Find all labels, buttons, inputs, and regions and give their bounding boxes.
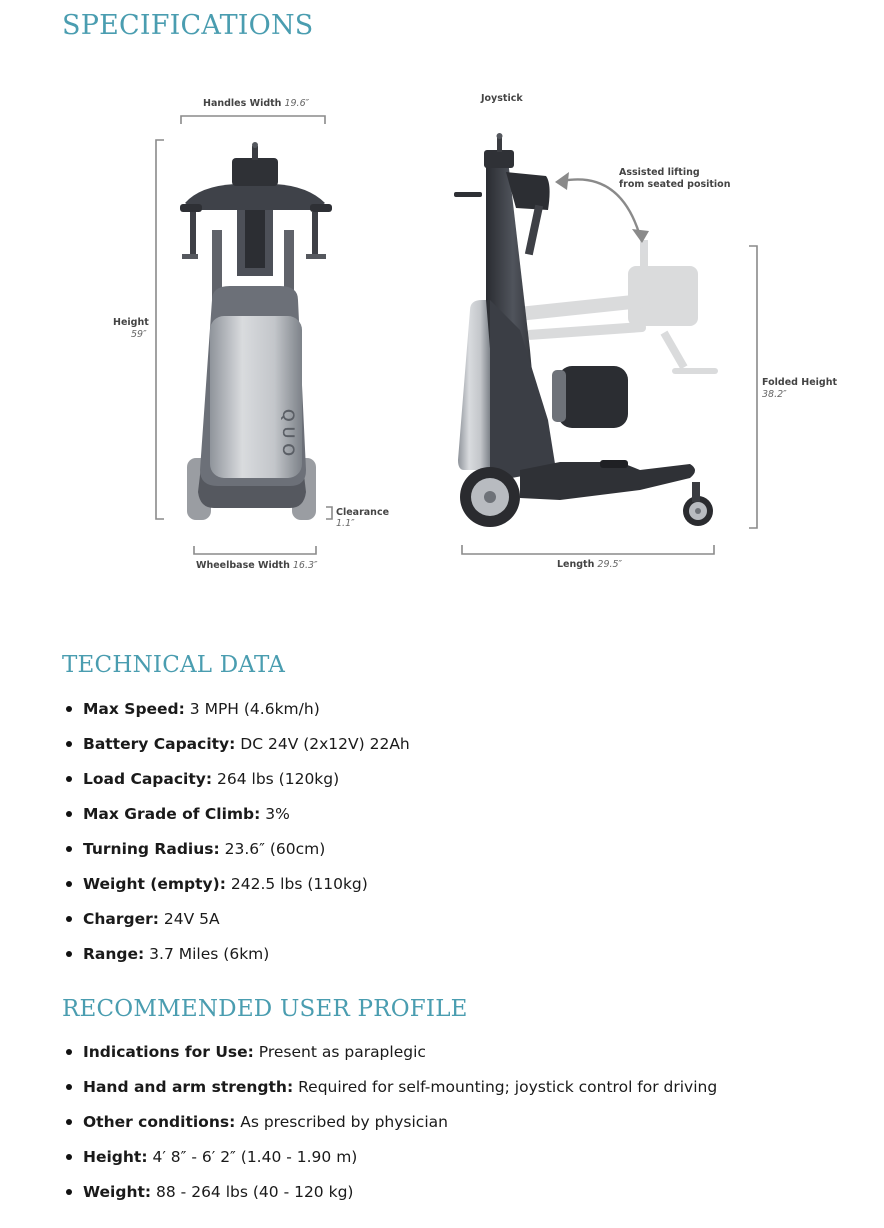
length-bracket	[462, 545, 714, 554]
height-value: 59″	[131, 329, 147, 340]
joystick-label: Joystick	[481, 93, 523, 104]
side-knee-pad	[558, 366, 628, 428]
front-brand-mark: QUO	[279, 409, 298, 461]
list-item: Load Capacity: 264 lbs (120kg)	[62, 769, 842, 804]
height-bracket	[156, 140, 164, 519]
assisted-lifting-line1: Assisted lifting	[619, 167, 700, 178]
list-item: Indications for Use: Present as paraplegic	[62, 1042, 842, 1077]
specifications-heading: SPECIFICATIONS	[62, 10, 314, 41]
list-item: Max Grade of Climb: 3%	[62, 804, 842, 839]
side-back-panel	[458, 300, 490, 470]
list-item: Battery Capacity: DC 24V (2x12V) 22Ah	[62, 734, 842, 769]
list-item: Max Speed: 3 MPH (4.6km/h)	[62, 699, 842, 734]
user-profile-list	[62, 1042, 842, 1217]
technical-data-heading: TECHNICAL DATA	[62, 652, 286, 678]
folded-height-label: Folded Height	[762, 377, 837, 388]
list-item: Weight (empty): 242.5 lbs (110kg)	[62, 874, 842, 909]
wheelchair-dimension-figure	[0, 0, 884, 600]
list-item: Charger: 24V 5A	[62, 909, 842, 944]
assisted-lifting-line2: from seated position	[619, 179, 731, 190]
technical-data-list	[62, 699, 842, 979]
height-label: Height	[113, 317, 149, 328]
list-item: Other conditions: As prescribed by physician	[62, 1112, 842, 1147]
front-handlebar	[185, 184, 325, 210]
clearance-label: Clearance	[336, 507, 390, 518]
handles-width-label: Handles Width 19.6″	[203, 98, 310, 109]
clearance-value: 1.1″	[336, 518, 355, 529]
list-item: Hand and arm strength: Required for self-mounting; joystick control for driving	[62, 1077, 842, 1112]
list-item: Turning Radius: 23.6″ (60cm)	[62, 839, 842, 874]
front-view-wheelchair	[180, 142, 332, 520]
ghost-folded-arm	[520, 240, 718, 374]
folded-height-value: 38.2″	[762, 389, 787, 400]
handles-width-bracket	[181, 116, 325, 124]
wheelbase-width-label: Wheelbase Width 16.3″	[196, 560, 318, 571]
side-view-wheelchair	[454, 133, 718, 527]
wheelbase-bracket	[194, 546, 316, 554]
length-label: Length 29.5″	[557, 559, 623, 570]
user-profile-heading: RECOMMENDED USER PROFILE	[62, 996, 468, 1022]
clearance-bracket	[326, 507, 332, 519]
list-item: Range: 3.7 Miles (6km)	[62, 944, 842, 979]
arrow-head-top	[555, 172, 569, 190]
list-item: Height: 4′ 8″ - 6′ 2″ (1.40 - 1.90 m)	[62, 1147, 842, 1182]
list-item: Weight: 88 - 264 lbs (40 - 120 kg)	[62, 1182, 842, 1217]
folded-height-bracket	[749, 246, 757, 528]
